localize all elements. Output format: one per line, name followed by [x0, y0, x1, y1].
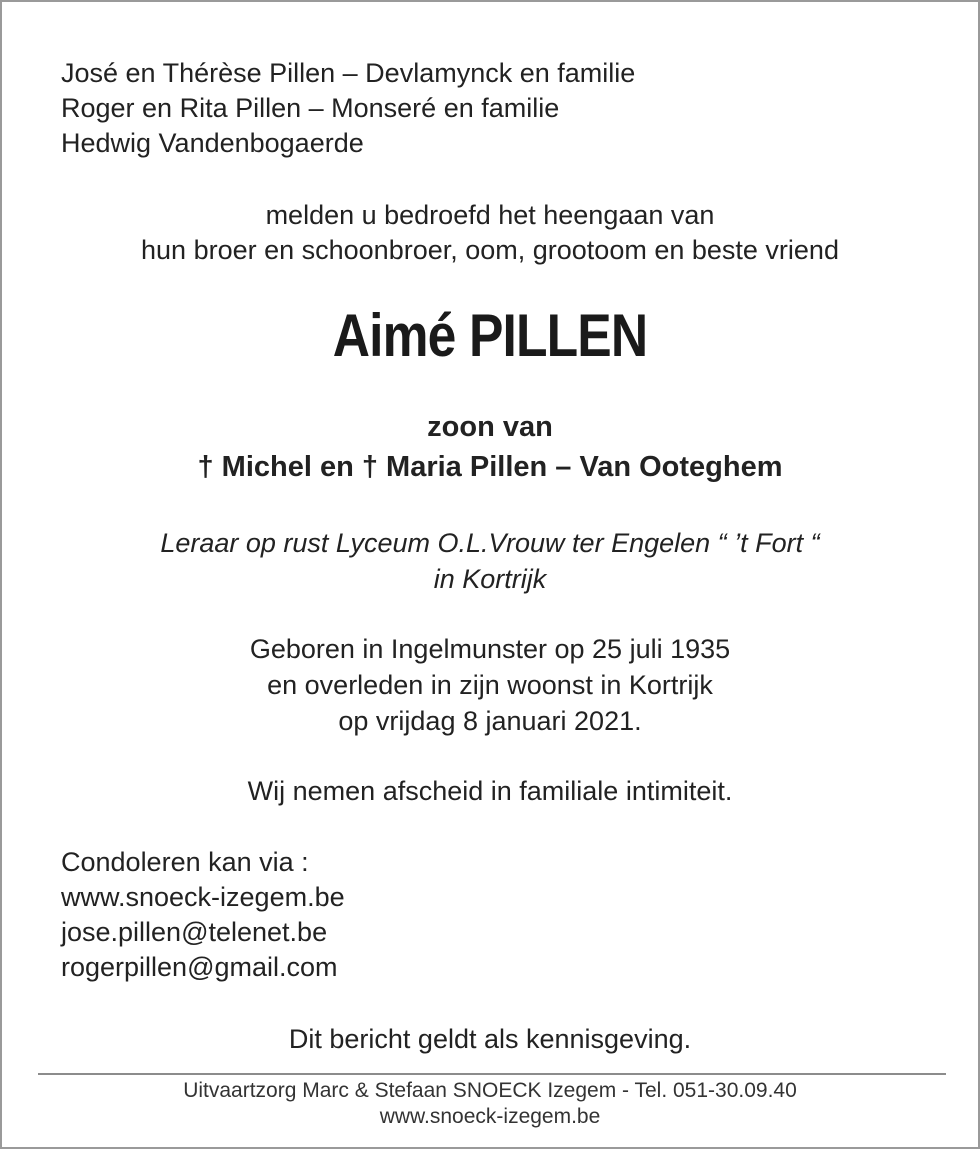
announcer-line-3: Hedwig Vandenbogaerde: [61, 128, 364, 158]
death-date-line: op vrijdag 8 januari 2021.: [338, 706, 642, 736]
condolences-email-2: rogerpillen@gmail.com: [61, 952, 338, 982]
condolences-heading: Condoleren kan via :: [61, 847, 309, 877]
intro-line-2: hun broer en schoonbroer, oom, grootoom en beste vriend: [141, 235, 839, 265]
birth-line: Geboren in Ingelmunster op 25 juli 1935: [249, 634, 731, 664]
funeral-home-website: www.snoeck-izegem.be: [379, 1105, 601, 1128]
death-place-line: en overleden in zijn woonst in Kortrijk: [267, 670, 713, 700]
farewell-line: Wij nemen afscheid in familiale intimiteit.: [247, 776, 733, 806]
funeral-home-line: Uitvaartzorg Marc & Stefaan SNOECK Izegem - Tel. 051-30.09.40: [183, 1079, 797, 1102]
occupation-line-1: Leraar op rust Lyceum O.L.Vrouw ter Engelen “ ’t Fort “: [160, 528, 820, 558]
condolences-website: www.snoeck-izegem.be: [61, 882, 345, 912]
announcer-line-2: Roger en Rita Pillen – Monseré en familie: [61, 93, 560, 123]
announcer-line-1: José en Thérèse Pillen – Devlamynck en familie: [61, 58, 636, 88]
notice-line: Dit bericht geldt als kennisgeving.: [288, 1024, 692, 1054]
intro-line-1: melden u bedroefd het heengaan van: [265, 200, 715, 230]
footer-divider: [38, 1073, 946, 1075]
parents-intro: zoon van: [427, 411, 553, 443]
condolences-email-1: jose.pillen@telenet.be: [61, 917, 328, 947]
occupation-line-2: in Kortrijk: [433, 564, 547, 594]
parents-names: † Michel en † Maria Pillen – Van Ooteghem: [197, 451, 783, 483]
deceased-name: Aimé PILLEN: [332, 302, 648, 369]
